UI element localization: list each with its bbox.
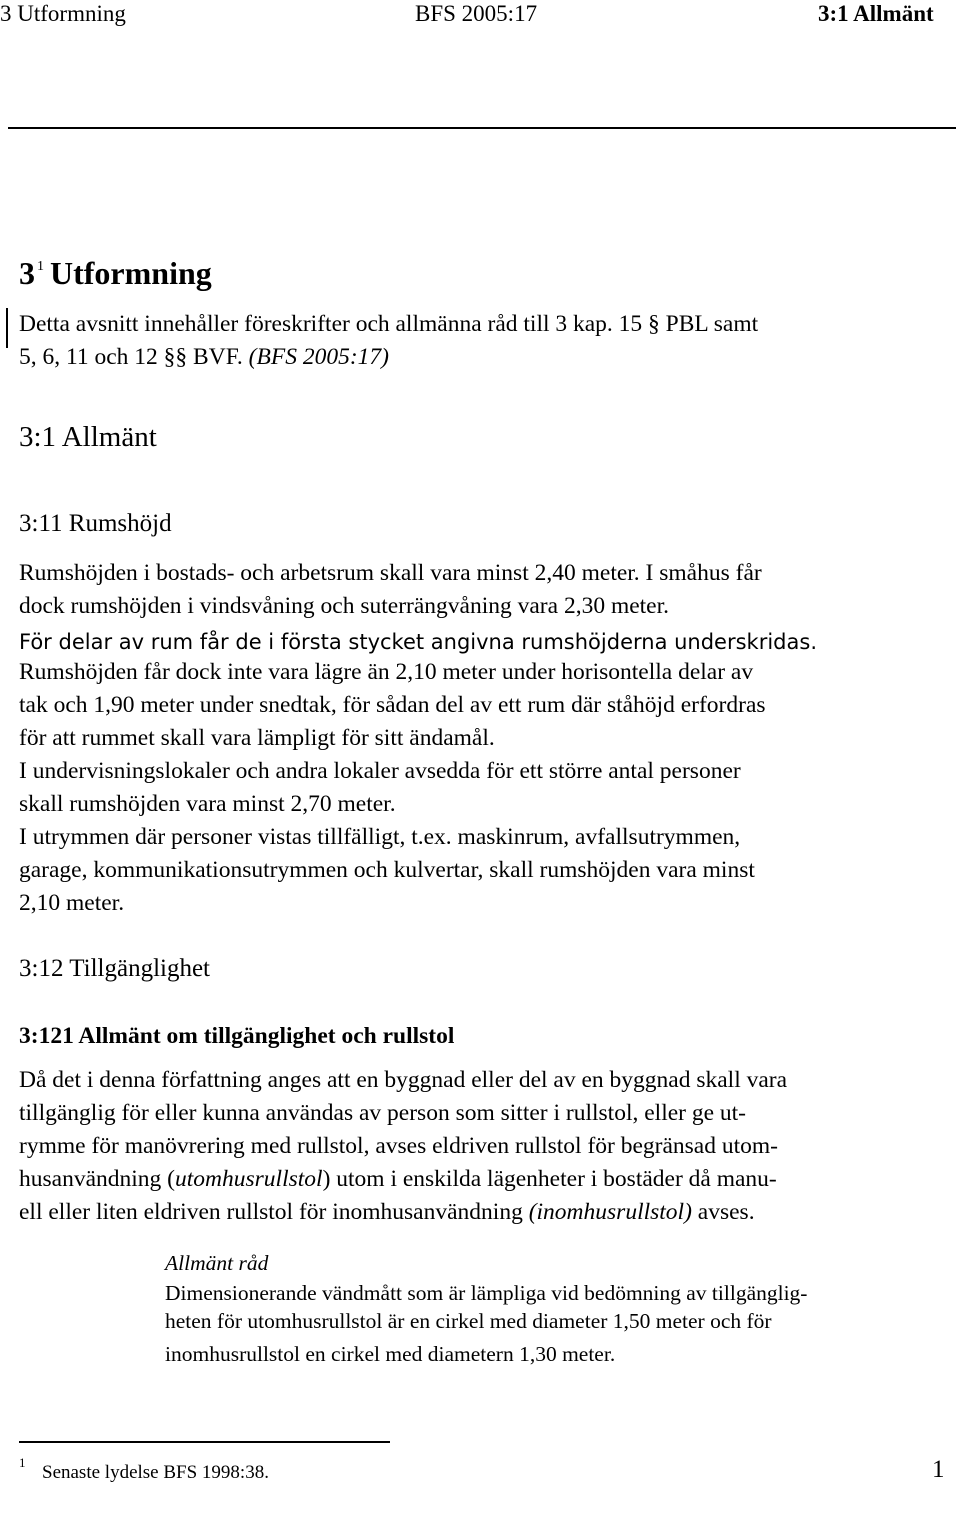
- text-run: husanvändning (: [19, 1166, 175, 1192]
- section-3-121-title: 3:121 Allmänt om tillgänglighet och rullstol: [19, 1023, 455, 1049]
- text-run: ) utom i enskilda lägenheter i bostäder då manu-: [322, 1166, 777, 1192]
- chapter-intro-line-1: Detta avsnitt innehåller föreskrifter och allmänna råd till 3 kap. 15 § PBL samt: [19, 311, 759, 337]
- text-run: ell eller liten eldriven rullstol för inomhusanvändning: [19, 1199, 529, 1225]
- rumshojd-line-9: I utrymmen där personer vistas tillfälligt, t.ex. maskinrum, avfallsutrymmen,: [19, 824, 741, 850]
- header-rule: [8, 127, 956, 129]
- rumshojd-line-6: för att rummet skall vara lämpligt för sitt ändamål.: [19, 725, 495, 751]
- footnote-reference: 1: [37, 259, 44, 274]
- rumshojd-line-8: skall rumshöjden vara minst 2,70 meter.: [19, 791, 396, 817]
- tillganglighet-line-5: [19, 1196, 755, 1229]
- header-section-label: 3:1 Allmänt: [818, 1, 934, 26]
- rumshojd-line-2: dock rumshöjden i vindsvåning och suterrängvåning vara 2,30 meter.: [19, 593, 670, 619]
- header-chapter-label: 3 Utformning: [0, 1, 126, 26]
- change-bar: [6, 308, 8, 348]
- footnote-number: 1: [19, 1455, 26, 1470]
- header-regulation-id: BFS 2005:17: [415, 1, 538, 26]
- tillganglighet-line-3: rymme för manövrering med rullstol, avses eldriven rullstol för begränsad utom-: [19, 1133, 778, 1159]
- general-advice-line-2: heten för utomhusrullstol är en cirkel med diameter 1,50 meter och för: [165, 1309, 772, 1333]
- rumshojd-line-10: garage, kommunikationsutrymmen och kulvertar, skall rumshöjden vara minst: [19, 857, 755, 883]
- tillganglighet-line-2: tillgänglig för eller kunna användas av person som sitter i rullstol, eller ge ut-: [19, 1100, 747, 1126]
- rumshojd-line-11: 2,10 meter.: [19, 890, 125, 916]
- footnote-text: Senaste lydelse BFS 1998:38.: [42, 1462, 269, 1483]
- term-utomhusrullstol: utomhusrullstol: [175, 1166, 323, 1192]
- section-3-12-title: 3:12 Tillgänglighet: [19, 955, 211, 982]
- tillganglighet-line-4: [19, 1163, 777, 1196]
- general-advice-line-1: Dimensionerande vändmått som är lämpliga vid bedömning av tillgänglig-: [165, 1281, 808, 1305]
- rumshojd-line-4: Rumshöjden får dock inte vara lägre än 2,10 meter under horisontella delar av: [19, 659, 754, 685]
- general-advice-title: Allmänt råd: [165, 1251, 269, 1275]
- rumshojd-line-5: tak och 1,90 meter under snedtak, för sådan del av ett rum där ståhöjd erfordras: [19, 692, 766, 718]
- rumshojd-line-3: För delar av rum får de i första stycket angivna rumshöjderna underskridas.: [19, 630, 817, 654]
- page-number: 1: [932, 1456, 945, 1483]
- rumshojd-line-7: I undervisningslokaler och andra lokaler avsedda för ett större antal personer: [19, 758, 741, 784]
- general-advice-line-3: inomhusrullstol en cirkel med diametern 1,30 meter.: [165, 1342, 616, 1366]
- intro-text: 5, 6, 11 och 12 §§ BVF.: [19, 344, 249, 370]
- section-3-11-title: 3:11 Rumshöjd: [19, 510, 172, 537]
- rumshojd-line-1: Rumshöjden i bostads- och arbetsrum skall vara minst 2,40 meter. I småhus får: [19, 560, 762, 586]
- text-run: avses.: [691, 1199, 755, 1225]
- tillganglighet-line-1: Då det i denna författning anges att en byggnad eller del av en byggnad skall vara: [19, 1067, 788, 1093]
- footnote-rule: [19, 1441, 390, 1443]
- chapter-heading: [19, 247, 212, 293]
- term-inomhusrullstol: (inomhusrullstol): [528, 1199, 692, 1225]
- chapter-intro-line-2: [19, 341, 389, 374]
- section-3-1-title: 3:1 Allmänt: [19, 421, 157, 453]
- chapter-number: 3: [19, 255, 35, 291]
- chapter-title: Utformning: [50, 255, 212, 291]
- amendment-ref: (BFS 2005:17): [248, 344, 389, 370]
